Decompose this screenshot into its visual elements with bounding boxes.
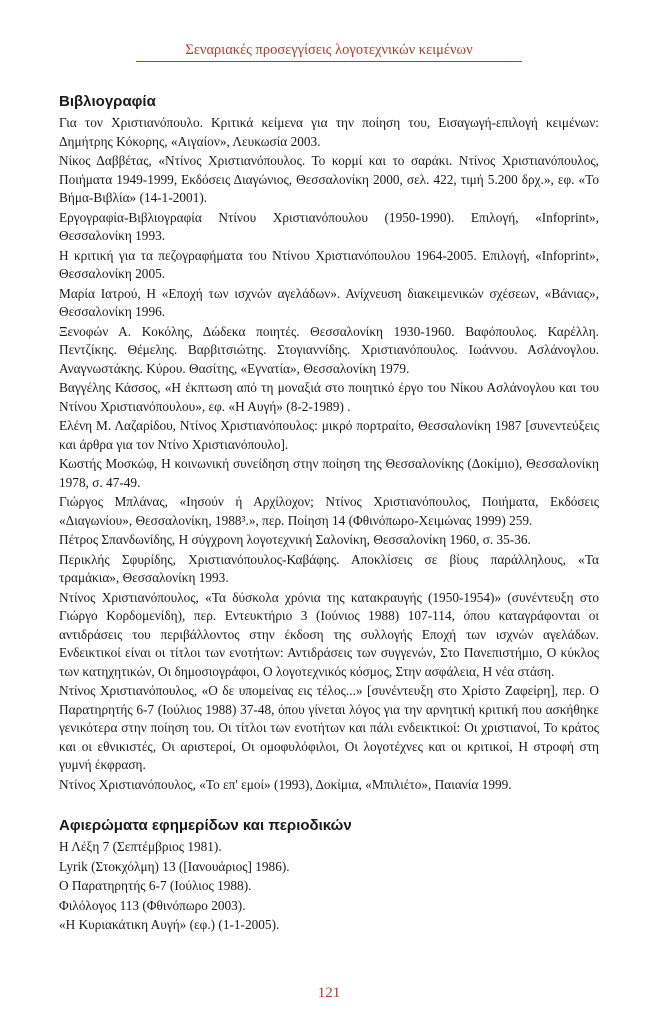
bibliography-entry: Ελένη Μ. Λαζαρίδου, Ντίνος Χριστιανόπουλος: μικρό πορτραίτο, Θεσσαλονίκη 1987 [συνεντεύξεις και άρθρα για τον Ντίνο Χριστιανόπουλο]. — [59, 418, 599, 452]
bibliography-entry: Κωστής Μοσκώφ, Η κοινωνική συνείδηση στην ποίηση της Θεσσαλονίκης (Δοκίμιο), Θεσσαλονίκη 1978, σ. 47-49. — [59, 456, 599, 490]
tributes-section — [59, 816, 599, 935]
bibliography-entry: Ντίνος Χριστιανόπουλος, «Ο δε υπομείνας εις τέλος...» [συνέντευξη στο Χρίστο Ζαφείρη], περ. Ο Παρατηρητής 6-7 (Ιούλιος 1988) 37-48, όπου γίνεται λόγος για την αρνητική κριτική που ασκήθηκε γενικότερα στην ποίηση του. Οι τίτλοι των ενοτήτων και πάλι ενδεικτικοί: Οι χριστιανοί, Το κράτος και οι εθνικιστές, Οι αριστεροί, Οι ομοφυλόφιλοι, Οι λογοτέχνες και οι κριτικοί, Η στροφή στη γυμνή έκφραση. — [59, 683, 599, 772]
bibliography-entry: Περικλής Σφυρίδης, Χριστιανόπουλος-Καβάφης. Αποκλίσεις σε βίους παράλληλους, «Τα τραμάκια», Θεσσαλονίκη 1993. — [59, 551, 599, 585]
bibliography-entry: Εργογραφία-Βιβλιογραφία Ντίνου Χριστιανόπουλου (1950-1990). Επιλογή, «Infoprint», Θεσσαλονίκη 1993. — [59, 209, 599, 243]
tribute-entry: Ο Παρατηρητής 6-7 (Ιούλιος 1988). — [59, 878, 252, 893]
bibliography-entry: Ντίνος Χριστιανόπουλος, «Τα δύσκολα χρόνια της κατακραυγής (1950-1954)» (συνέντευξη στο Γιώργο Κορδομενίδη), περ. Εντευκτήριο 3 (Ιούνιος 1988) 107-114, όπου καταγράφονται οι αντιδράσεις του περιβάλλοντος στην έκδοση της συλλογής Εποχή των ισχνών αγελάδων. Ενδεικτικοί είναι οι τίτλοι των ενοτήτων: Αντιδράσεις των συγγενών, Στο Πανεπιστήμιο, Ο κύκλος των κατηχητικών, Οι δημοσιογράφοι, Ο λογοτεχνικός κόσμος, Στην ασφάλεια, Η νέα στάση. — [59, 589, 599, 679]
tributes-heading: Αφιερώματα εφημερίδων και περιοδικών — [59, 817, 352, 834]
bibliography-list — [59, 114, 599, 794]
page-content — [59, 92, 599, 935]
bibliography-entry: Γιώργος Μπλάνας, «Ιησούν ή Αρχίλοχον; Ντίνος Χριστιανόπουλος, Ποιήματα, Εκδόσεις «Διαγωνίου», Θεσσαλονίκη, 1988³.», περ. Ποίηση 14 (Φθινόπωρο-Χειμώνας 1999) 259. — [59, 494, 599, 528]
bibliography-entry: Νίκος Δαββέτας, «Ντίνος Χριστιανόπουλος. Το κορμί και το σαράκι. Ντίνος Χριστιανόπουλος, Ποιήματα 1949-1999, Εκδόσεις Διαγώνιος, Θεσσαλονίκη 2000, σελ. 422, τιμή 5.200 δρχ.», εφ. «Το Βήμα-Βιβλία» (14-1-2001). — [59, 153, 599, 205]
bibliography-entry: Μαρία Ιατρού, Η «Εποχή των ισχνών αγελάδων». Ανίχνευση διακειμενικών σχέσεων, «Βάνιας», Θεσσαλονίκη 1996. — [59, 285, 599, 319]
page-number: 121 — [317, 985, 341, 1001]
bibliography-heading: Βιβλιογραφία — [59, 93, 156, 110]
bibliography-entry: Ντίνος Χριστιανόπουλος, «Το επ' εμοί» (1993), Δοκίμια, «Μπιλιέτο», Παιανία 1999. — [59, 776, 512, 792]
tribute-entry: Lyrik (Στοκχόλμη) 13 ([Ιανουάριος] 1986). — [59, 858, 290, 874]
header-rule — [136, 61, 522, 62]
bibliography-entry: Για τον Χριστιανόπουλο. Κριτικά κείμενα για την ποίηση του, Εισαγωγή-επιλογή κειμένων: Δημήτρης Κόκορης, «Αιγαίον», Λευκωσία 2003. — [59, 115, 599, 149]
tribute-entry: Η Λέξη 7 (Σεπτέμβριος 1981). — [59, 839, 222, 854]
bibliography-entry: Η κριτική για τα πεζογραφήματα του Ντίνου Χριστιανόπουλου 1964-2005. Επιλογή, «Infoprint», Θεσσαλονίκη 2005. — [59, 247, 599, 281]
tribute-entry: Φιλόλογος 113 (Φθινόπωρο 2003). — [59, 897, 246, 913]
tribute-entry: «Η Κυριακάτικη Αυγή» (εφ.) (1-1-2005). — [59, 917, 280, 932]
bibliography-entry: Βαγγέλης Κάσσος, «Η έκπτωση από τη μοναξιά στο ποιητικό έργο του Νίκου Ασλάνογλου και του Ντίνου Χριστιανόπουλου», εφ. «Η Αυγή» (8-2-1989) . — [59, 380, 599, 414]
bibliography-entry: Πέτρος Σπανδωνίδης, Η σύγχρονη λογοτεχνική Σαλονίκη, Θεσσαλονίκη 1960, σ. 35-36. — [59, 532, 531, 547]
bibliography-entry: Ξενοφών Α. Κοκόλης, Δώδεκα ποιητές. Θεσσαλονίκη 1930-1960. Βαφόπουλος. Καρέλλη. Πεντζίκης. Θέμελης. Βαρβιτσιώτης. Στογιαννίδης. Χριστιανόπουλος. Ιωάννου. Ασλάνογλου. Αναγνωστάκης. Κύρου. Θασίτης, «Εγνατία», Θεσσαλονίκη 1979. — [59, 323, 599, 376]
running-header: Σεναριακές προσεγγίσεις λογοτεχνικών κειμένων — [185, 42, 473, 58]
